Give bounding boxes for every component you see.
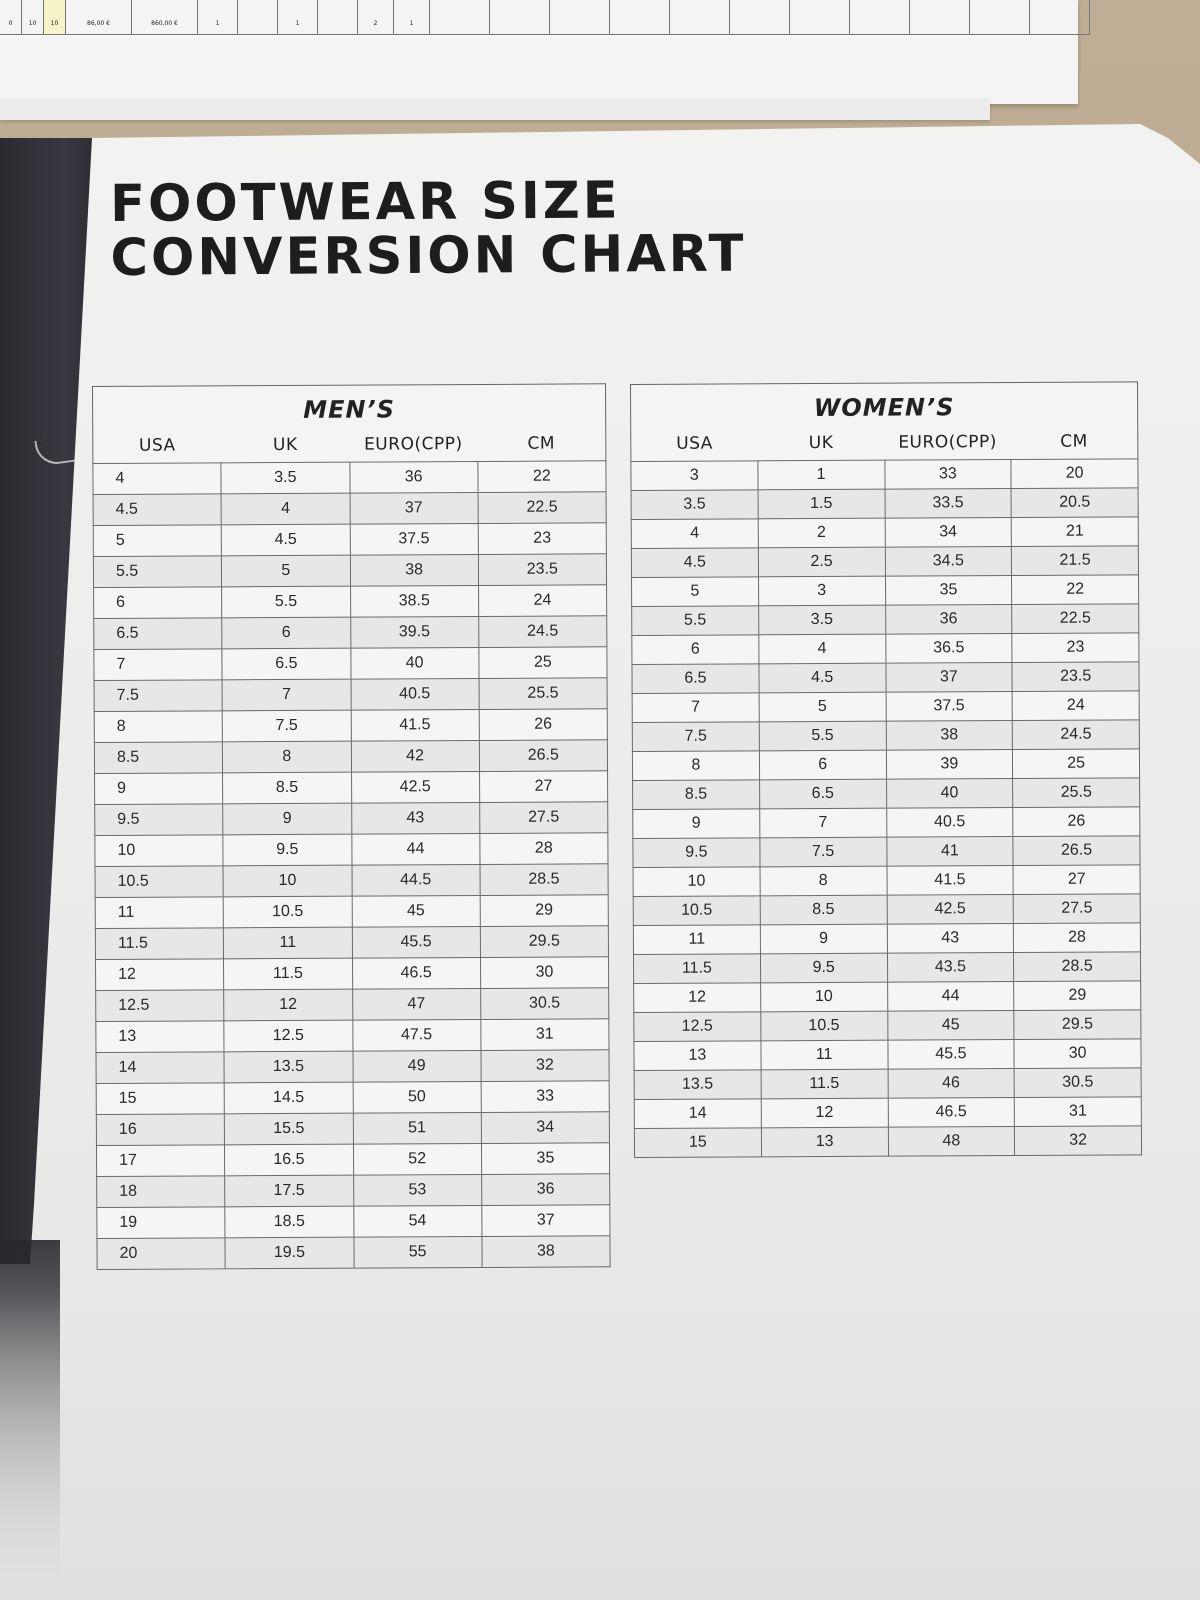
cell-cm: 20 [1011, 459, 1138, 489]
cell-usa: 9 [633, 809, 760, 839]
table-row [95, 771, 608, 805]
cell-euro: 40 [350, 647, 478, 679]
cell-cm: 26.5 [479, 740, 607, 772]
cell-cm: 32 [1015, 1126, 1142, 1156]
cell-cm: 26 [1013, 807, 1140, 837]
cell-usa: 14 [96, 1052, 224, 1084]
title-line-1: FOOTWEAR SIZE [109, 171, 621, 234]
cell-uk: 4 [759, 634, 886, 664]
column-header-uk: UK [808, 432, 834, 454]
table-row [95, 895, 608, 929]
cell-uk: 5 [222, 555, 350, 587]
table-row [632, 720, 1139, 752]
cell-euro: 51 [353, 1112, 481, 1144]
table-row [95, 926, 608, 960]
cell-usa: 12 [96, 959, 224, 991]
table-row [632, 691, 1139, 723]
cell-euro: 45 [352, 895, 480, 927]
cell-usa: 15 [96, 1083, 224, 1115]
cell-usa: 9.5 [633, 838, 760, 868]
cell-uk: 12 [761, 1098, 888, 1128]
cell-uk: 7 [222, 679, 350, 711]
cell-usa: 7.5 [632, 722, 759, 752]
mens-column-headers [93, 426, 605, 463]
spreadsheet-cell: 1 [198, 0, 238, 34]
table-row [633, 807, 1140, 839]
cell-uk: 10 [223, 865, 351, 897]
table-row [96, 957, 609, 991]
table-row [631, 517, 1138, 549]
cell-uk: 13 [761, 1127, 888, 1157]
cell-cm: 38 [482, 1236, 610, 1268]
cell-cm: 25.5 [1013, 778, 1140, 808]
table-row [632, 575, 1139, 607]
cell-euro: 50 [353, 1081, 481, 1113]
table-row [95, 802, 608, 836]
cell-cm: 23 [1012, 633, 1139, 663]
cell-cm: 26 [479, 709, 607, 741]
cell-usa: 18 [97, 1176, 225, 1208]
cell-usa: 12.5 [634, 1012, 761, 1042]
cell-cm: 27 [1013, 865, 1140, 895]
cell-euro: 53 [353, 1174, 481, 1206]
cell-euro: 40 [886, 779, 1013, 809]
spreadsheet-cell: 860,00 € [132, 0, 198, 34]
table-row [97, 1236, 610, 1270]
cell-cm: 24.5 [478, 616, 606, 648]
cell-usa: 17 [96, 1145, 224, 1177]
cell-cm: 24.5 [1013, 720, 1140, 750]
cell-euro: 39 [886, 750, 1013, 780]
column-header-usa: USA [138, 435, 176, 456]
cell-cm: 22.5 [478, 492, 606, 524]
cell-euro: 43.5 [887, 952, 1014, 982]
cell-usa: 4 [631, 519, 758, 549]
mens-table-header [92, 383, 606, 463]
mens-size-table [92, 383, 611, 1270]
spreadsheet-cell: 2 [358, 0, 394, 34]
cell-cm: 21 [1011, 517, 1138, 547]
cell-usa: 13 [634, 1041, 761, 1071]
cell-euro: 43 [887, 923, 1014, 953]
cell-cm: 29.5 [480, 926, 608, 958]
table-row [633, 778, 1140, 810]
paper-edge [0, 98, 990, 120]
cell-uk: 11.5 [761, 1069, 888, 1099]
spreadsheet-cell: 10 [22, 0, 44, 34]
table-row [95, 864, 608, 898]
cell-uk: 7 [759, 808, 886, 838]
cell-usa: 10 [95, 835, 223, 867]
cell-usa: 14 [634, 1099, 761, 1129]
table-row [634, 981, 1141, 1013]
table-row [632, 662, 1139, 694]
spreadsheet-cell [238, 0, 278, 34]
cell-euro: 38.5 [350, 585, 478, 617]
table-row [96, 988, 609, 1022]
cell-cm: 37 [482, 1205, 610, 1237]
cell-uk: 8.5 [760, 895, 887, 925]
table-row [96, 1112, 609, 1146]
table-row [631, 546, 1138, 578]
cell-euro: 35 [885, 576, 1012, 606]
cell-uk: 16.5 [225, 1144, 353, 1176]
cell-euro: 45.5 [887, 1039, 1014, 1069]
cell-uk: 5 [759, 692, 886, 722]
cell-euro: 49 [352, 1050, 480, 1082]
cell-euro: 40.5 [351, 678, 479, 710]
cell-cm: 30 [1014, 1039, 1141, 1069]
cell-uk: 19.5 [225, 1237, 353, 1269]
cell-euro: 34 [885, 518, 1012, 548]
cell-uk: 5.5 [759, 721, 886, 751]
cell-usa: 10.5 [95, 866, 223, 898]
table-row [96, 1050, 609, 1084]
table-row [93, 554, 606, 588]
cell-euro: 44 [887, 981, 1014, 1011]
cell-cm: 30.5 [480, 988, 608, 1020]
cell-usa: 10.5 [633, 896, 760, 926]
cell-euro: 38 [350, 554, 478, 586]
cell-euro: 46.5 [352, 957, 480, 989]
spreadsheet-cell [318, 0, 358, 34]
table-row [634, 1039, 1141, 1071]
cell-cm: 28 [1014, 923, 1141, 953]
table-row [634, 1126, 1141, 1158]
cell-euro: 46 [888, 1068, 1015, 1098]
spreadsheet-cell [730, 0, 790, 34]
cell-cm: 20.5 [1011, 488, 1138, 518]
cell-uk: 15.5 [225, 1113, 353, 1145]
cell-usa: 11 [633, 925, 760, 955]
table-row [633, 865, 1140, 897]
table-row [94, 616, 607, 650]
cell-cm: 30 [480, 957, 608, 989]
cell-euro: 37.5 [886, 692, 1013, 722]
cell-cm: 25.5 [479, 678, 607, 710]
cell-usa: 7.5 [94, 680, 222, 712]
cell-usa: 16 [96, 1114, 224, 1146]
cell-euro: 39.5 [350, 616, 478, 648]
cell-uk: 6.5 [759, 779, 886, 809]
cell-euro: 42.5 [351, 771, 479, 803]
cell-usa: 12 [634, 983, 761, 1013]
spreadsheet-cell: 86,00 € [66, 0, 132, 34]
cell-euro: 46.5 [888, 1097, 1015, 1127]
spreadsheet-cell: 1 [278, 0, 318, 34]
table-row [95, 833, 608, 867]
cell-cm: 32 [481, 1050, 609, 1082]
spreadsheet-cell: 0 [0, 0, 22, 34]
table-row [633, 836, 1140, 868]
cell-uk: 10.5 [223, 896, 351, 928]
spreadsheet-cell [670, 0, 730, 34]
cell-uk: 1.5 [758, 489, 885, 519]
cell-uk: 4.5 [759, 663, 886, 693]
cell-euro: 37.5 [350, 523, 478, 555]
cell-uk: 11.5 [224, 958, 352, 990]
cell-euro: 42.5 [887, 894, 1014, 924]
cell-uk: 2 [758, 518, 885, 548]
cell-uk: 14.5 [224, 1082, 352, 1114]
cell-cm: 22 [1012, 575, 1139, 605]
table-row [96, 1143, 609, 1177]
cell-euro: 40.5 [886, 808, 1013, 838]
column-header-uk: UK [272, 434, 298, 456]
page-title [109, 171, 747, 288]
cell-uk: 13.5 [224, 1051, 352, 1083]
cell-uk: 9.5 [760, 953, 887, 983]
cell-euro: 36 [885, 605, 1012, 635]
cell-cm: 23 [478, 523, 606, 555]
table-row [93, 461, 606, 495]
cell-euro: 36.5 [885, 634, 1012, 664]
cell-usa: 19 [97, 1207, 225, 1239]
cell-uk: 12.5 [224, 1020, 352, 1052]
cell-uk: 7.5 [222, 710, 350, 742]
cell-euro: 34.5 [885, 547, 1012, 577]
cell-usa: 13 [96, 1021, 224, 1053]
cell-euro: 36 [349, 461, 477, 493]
table-row [634, 1097, 1141, 1129]
column-header-cm: CM [527, 433, 556, 454]
womens-column-headers [631, 424, 1137, 461]
table-row [96, 1081, 609, 1115]
cell-uk: 5.5 [222, 586, 350, 618]
cell-uk: 3 [758, 576, 885, 606]
cell-usa: 9 [95, 773, 223, 805]
cell-cm: 28.5 [480, 864, 608, 896]
spreadsheet-strip [0, 0, 1090, 35]
cell-uk: 17.5 [225, 1175, 353, 1207]
cell-cm: 35 [481, 1143, 609, 1175]
cell-cm: 22 [478, 461, 606, 493]
womens-heading: WOMEN’S [813, 393, 955, 423]
cell-uk: 2.5 [758, 547, 885, 577]
table-row [632, 633, 1139, 665]
cell-euro: 38 [886, 721, 1013, 751]
cell-usa: 15 [634, 1128, 761, 1158]
cell-uk: 1 [758, 460, 885, 490]
spreadsheet-cell [610, 0, 670, 34]
pen-mark [34, 435, 79, 467]
table-row [94, 585, 607, 619]
cell-euro: 37 [885, 663, 1012, 693]
cell-cm: 21.5 [1012, 546, 1139, 576]
table-row [93, 492, 606, 526]
cell-euro: 44.5 [352, 864, 480, 896]
cell-cm: 26.5 [1013, 836, 1140, 866]
cell-usa: 7 [632, 693, 759, 723]
cell-cm: 27.5 [479, 802, 607, 834]
cell-usa: 5.5 [632, 606, 759, 636]
cell-euro: 54 [353, 1205, 481, 1237]
mens-table-body [92, 460, 610, 1270]
cell-uk: 6.5 [222, 648, 350, 680]
cell-uk: 11 [224, 927, 352, 959]
table-row [632, 604, 1139, 636]
cell-euro: 41.5 [887, 865, 1014, 895]
cell-cm: 24 [478, 585, 606, 617]
cell-euro: 41 [886, 837, 1013, 867]
cell-uk: 9 [223, 803, 351, 835]
spreadsheet-cell [850, 0, 910, 34]
cell-cm: 29.5 [1014, 1010, 1141, 1040]
cell-euro: 52 [353, 1143, 481, 1175]
cell-usa: 4 [93, 463, 221, 495]
spreadsheet-cell: 10 [44, 0, 66, 34]
cell-uk: 4.5 [221, 524, 349, 556]
cell-cm: 33 [481, 1081, 609, 1113]
spreadsheet-cell [910, 0, 970, 34]
cell-uk: 12 [224, 989, 352, 1021]
cell-cm: 28.5 [1014, 952, 1141, 982]
womens-table-header [630, 381, 1138, 461]
spreadsheet-cell [550, 0, 610, 34]
cell-uk: 7.5 [760, 837, 887, 867]
cell-uk: 3.5 [221, 462, 349, 494]
cell-cm: 29 [480, 895, 608, 927]
cell-euro: 43 [351, 802, 479, 834]
cell-cm: 25 [479, 647, 607, 679]
cell-usa: 13.5 [634, 1070, 761, 1100]
table-row [97, 1205, 610, 1239]
column-header-cm: CM [1060, 431, 1088, 452]
cell-euro: 37 [350, 492, 478, 524]
table-row [94, 740, 607, 774]
table-row [631, 488, 1138, 520]
spreadsheet-cell [970, 0, 1030, 34]
cell-usa: 6 [632, 635, 759, 665]
table-row [96, 1019, 609, 1053]
cell-usa: 20 [97, 1238, 225, 1270]
cell-euro: 55 [353, 1236, 481, 1268]
table-row [632, 749, 1139, 781]
cell-usa: 5.5 [93, 556, 221, 588]
cell-uk: 10 [760, 982, 887, 1012]
cell-usa: 8.5 [94, 742, 222, 774]
cell-cm: 25 [1013, 749, 1140, 779]
cell-usa: 6.5 [632, 664, 759, 694]
spreadsheet-paper [0, 0, 1078, 104]
spreadsheet-cell [790, 0, 850, 34]
cell-cm: 24 [1012, 691, 1139, 721]
mens-heading: MEN’S [303, 395, 396, 424]
cell-cm: 36 [481, 1174, 609, 1206]
table-row [97, 1174, 610, 1208]
cell-uk: 6 [222, 617, 350, 649]
table-row [633, 952, 1140, 984]
column-header-usa: USA [676, 433, 713, 454]
table-row [631, 459, 1138, 491]
cell-euro: 33 [884, 460, 1011, 490]
cell-usa: 5 [93, 525, 221, 557]
cell-usa: 6 [94, 587, 222, 619]
cell-usa: 4.5 [93, 494, 221, 526]
cell-usa: 3.5 [631, 490, 758, 520]
cell-euro: 45.5 [352, 926, 480, 958]
cell-usa: 8 [94, 711, 222, 743]
cell-usa: 12.5 [96, 990, 224, 1022]
spreadsheet-cell [490, 0, 550, 34]
spreadsheet-cell: 1 [394, 0, 430, 34]
cell-uk: 11 [761, 1040, 888, 1070]
column-header-euro: EURO(CPP) [898, 432, 997, 453]
cell-cm: 30.5 [1014, 1068, 1141, 1098]
cell-uk: 6 [759, 750, 886, 780]
cell-usa: 5 [632, 577, 759, 607]
cell-cm: 29 [1014, 981, 1141, 1011]
table-row [94, 678, 607, 712]
cell-cm: 27.5 [1013, 894, 1140, 924]
cell-euro: 48 [888, 1126, 1015, 1156]
cell-euro: 44 [351, 833, 479, 865]
cell-usa: 4.5 [631, 548, 758, 578]
cell-usa: 8.5 [633, 780, 760, 810]
table-row [633, 923, 1140, 955]
cell-cm: 31 [1014, 1097, 1141, 1127]
cell-cm: 23.5 [478, 554, 606, 586]
cell-euro: 41.5 [351, 709, 479, 741]
cell-usa: 10 [633, 867, 760, 897]
cell-uk: 8 [223, 741, 351, 773]
table-row [94, 647, 607, 681]
cell-cm: 22.5 [1012, 604, 1139, 634]
table-row [633, 894, 1140, 926]
spreadsheet-cell [1030, 0, 1090, 34]
table-row [93, 523, 606, 557]
cell-uk: 4 [221, 493, 349, 525]
cell-cm: 28 [480, 833, 608, 865]
cell-cm: 23.5 [1012, 662, 1139, 692]
table-row [634, 1010, 1141, 1042]
cell-uk: 10.5 [761, 1011, 888, 1041]
cell-uk: 18.5 [225, 1206, 353, 1238]
cell-euro: 47 [352, 988, 480, 1020]
cell-usa: 9.5 [95, 804, 223, 836]
cell-uk: 9.5 [223, 834, 351, 866]
cell-euro: 42 [351, 740, 479, 772]
cell-usa: 8 [632, 751, 759, 781]
cell-cm: 34 [481, 1112, 609, 1144]
cell-usa: 11.5 [633, 954, 760, 984]
spreadsheet-cell [430, 0, 490, 34]
cell-uk: 8 [760, 866, 887, 896]
page-shadow [0, 1290, 1200, 1600]
cell-usa: 3 [631, 461, 758, 491]
table-row [94, 709, 607, 743]
womens-size-table [630, 381, 1142, 1158]
womens-table-body [630, 458, 1142, 1158]
cell-uk: 3.5 [758, 605, 885, 635]
cell-cm: 27 [479, 771, 607, 803]
cell-uk: 8.5 [223, 772, 351, 804]
cell-usa: 7 [94, 649, 222, 681]
cell-euro: 47.5 [352, 1019, 480, 1051]
title-line-2: CONVERSION CHART [110, 224, 747, 288]
column-header-euro: EURO(CPP) [363, 434, 463, 455]
table-row [634, 1068, 1141, 1100]
cell-euro: 45 [887, 1010, 1014, 1040]
cell-usa: 11.5 [95, 928, 223, 960]
cell-euro: 33.5 [885, 489, 1012, 519]
cell-usa: 11 [95, 897, 223, 929]
cell-cm: 31 [481, 1019, 609, 1051]
cell-uk: 9 [760, 924, 887, 954]
cell-usa: 6.5 [94, 618, 222, 650]
